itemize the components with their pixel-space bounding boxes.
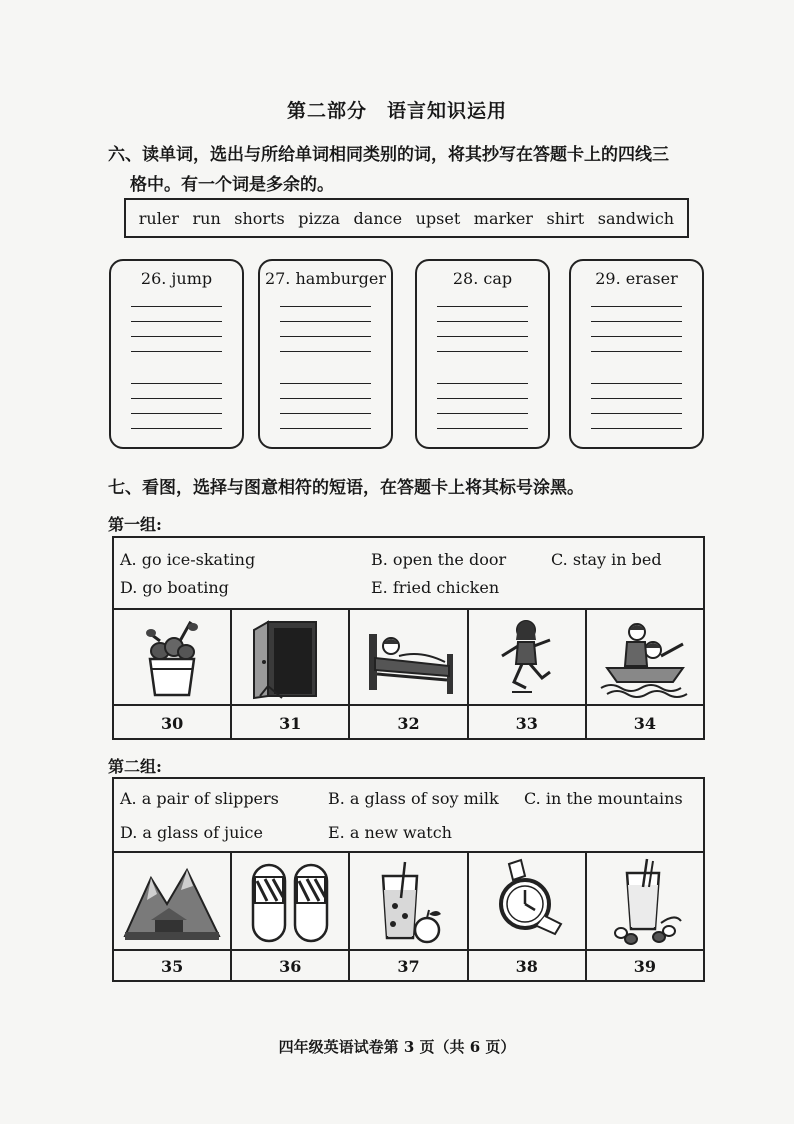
picture-cell xyxy=(114,853,232,951)
question-number: 30 xyxy=(114,706,232,740)
question-number: 39 xyxy=(633,957,657,976)
q6-heading-line2: 格中。有一个词是多余的。 xyxy=(130,175,334,195)
option: B. a glass of soy milk xyxy=(328,789,499,808)
section-title: 第二部分 语言知识运用 xyxy=(286,100,507,122)
group1-label: 第一组: xyxy=(108,515,162,534)
option: E. a new watch xyxy=(328,823,452,842)
watch-icon xyxy=(485,858,569,946)
picture-cell xyxy=(469,610,587,706)
option: C. stay in bed xyxy=(551,550,662,569)
number-row xyxy=(114,949,703,982)
word-bank-item: pizza xyxy=(298,208,341,228)
answer-card-29 xyxy=(569,259,704,449)
question-number: 38 xyxy=(469,951,587,982)
juice-icon xyxy=(369,858,449,946)
answer-card-label: 29. eraser xyxy=(595,269,678,288)
picture-cell xyxy=(114,610,232,706)
word-bank-item: shorts xyxy=(234,208,285,228)
question-number: 36 xyxy=(232,951,350,982)
q7-heading: 七、看图，选择与图意相符的短语，在答题卡上将其标号涂黑。 xyxy=(108,478,584,498)
answer-card-label: 28. cap xyxy=(452,269,513,288)
word-bank-item: ruler xyxy=(138,208,179,228)
word-bank-item: sandwich xyxy=(597,208,675,228)
group2-label: 第二组: xyxy=(108,757,162,776)
word-bank-item: run xyxy=(192,208,221,228)
answer-card-label: 26. jump xyxy=(140,269,213,288)
option: B. open the door xyxy=(371,550,507,569)
answer-card-27 xyxy=(258,259,393,449)
picture-row xyxy=(114,851,703,951)
group1-box xyxy=(112,536,705,740)
slippers-icon xyxy=(245,859,335,945)
ice-skating-icon xyxy=(492,616,562,700)
question-number: 34 xyxy=(633,713,657,733)
answer-card-28 xyxy=(415,259,550,449)
question-number: 31 xyxy=(232,706,350,740)
option: E. fried chicken xyxy=(371,578,500,597)
question-number: 35 xyxy=(114,951,232,982)
picture-cell xyxy=(587,853,703,951)
picture-cell xyxy=(350,610,468,706)
picture-cell xyxy=(232,610,350,706)
page-footer: 四年级英语试卷第 3 页（共 6 页） xyxy=(278,1038,516,1056)
question-number: 37 xyxy=(350,951,468,982)
question-number: 32 xyxy=(350,706,468,740)
answer-card-label: 27. hamburger xyxy=(264,269,387,288)
answer-card-26 xyxy=(109,259,244,449)
open-door-icon xyxy=(242,616,338,700)
option: C. in the mountains xyxy=(524,789,683,808)
word-bank-item: marker xyxy=(473,208,533,228)
mountains-icon xyxy=(121,860,223,944)
word-bank xyxy=(124,198,689,238)
soy-milk-icon xyxy=(605,857,685,947)
q6-heading-line1: 六、读单词，选出与所给单词相同类别的词，将其抄写在答题卡上的四线三 xyxy=(108,145,669,165)
option: A. a pair of slippers xyxy=(120,789,279,808)
option: D. go boating xyxy=(120,578,229,597)
q6-heading xyxy=(108,140,708,200)
group2-box xyxy=(112,777,705,982)
option: A. go ice-skating xyxy=(120,550,256,569)
number-row xyxy=(114,704,703,740)
picture-cell xyxy=(350,853,468,951)
picture-row xyxy=(114,608,703,706)
picture-cell xyxy=(469,853,587,951)
word-bank-item: dance xyxy=(353,208,403,228)
question-number: 33 xyxy=(469,706,587,740)
word-bank-item: shirt xyxy=(546,208,585,228)
bed-icon xyxy=(361,618,457,698)
option: D. a glass of juice xyxy=(120,823,263,842)
boating-icon xyxy=(597,616,693,700)
word-bank-item: upset xyxy=(415,208,461,228)
fried-chicken-icon xyxy=(136,617,208,699)
picture-cell xyxy=(587,610,703,706)
picture-cell xyxy=(232,853,350,951)
